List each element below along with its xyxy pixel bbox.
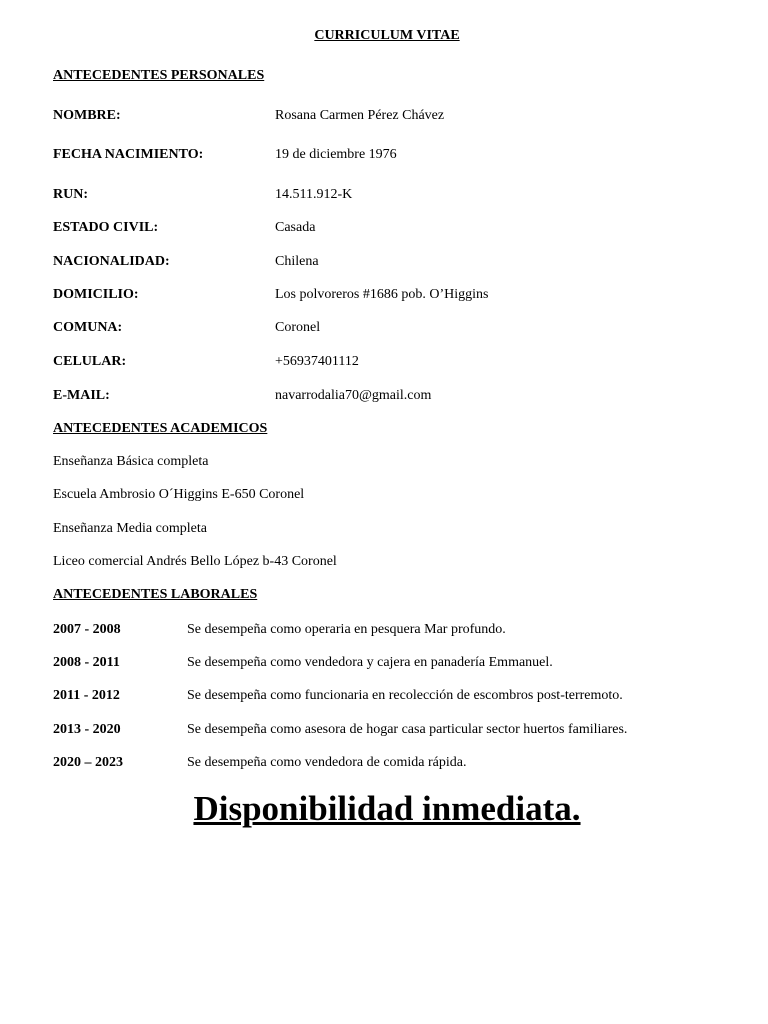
- label-celular: CELULAR:: [53, 354, 127, 369]
- work-description: Se desempeña como vendedora de comida rápida.: [187, 755, 467, 770]
- work-description: Se desempeña como operaria en pesquera Mar profundo.: [187, 622, 506, 637]
- work-description: Se desempeña como funcionaria en recolección de escombros post-terremoto.: [187, 688, 623, 703]
- academic-item: Enseñanza Media completa: [53, 521, 207, 536]
- work-years: 2007 - 2008: [53, 622, 121, 637]
- value-celular: +56937401112: [275, 354, 359, 369]
- value-nombre: Rosana Carmen Pérez Chávez: [275, 108, 445, 123]
- value-comuna: Coronel: [275, 320, 321, 335]
- section-heading-academic: ANTECEDENTES ACADEMICOS: [53, 421, 268, 436]
- document-title: CURRICULUM VITAE: [314, 28, 460, 43]
- label-run: RUN:: [53, 187, 88, 202]
- value-run: 14.511.912-K: [275, 187, 353, 202]
- section-heading-personal: ANTECEDENTES PERSONALES: [53, 68, 265, 83]
- label-fecha-nacimiento: FECHA NACIMIENTO:: [53, 147, 204, 162]
- work-years: 2013 - 2020: [53, 722, 121, 737]
- label-nombre: NOMBRE:: [53, 108, 121, 123]
- work-years: 2011 - 2012: [53, 688, 120, 703]
- work-years: 2020 – 2023: [53, 755, 123, 770]
- value-estado-civil: Casada: [275, 220, 316, 235]
- value-domicilio: Los polvoreros #1686 pob. O’Higgins: [275, 287, 489, 302]
- label-estado-civil: ESTADO CIVIL:: [53, 220, 159, 235]
- label-nacionalidad: NACIONALIDAD:: [53, 254, 170, 269]
- value-email: navarrodalia70@gmail.com: [275, 388, 432, 403]
- label-domicilio: DOMICILIO:: [53, 287, 139, 302]
- work-description: Se desempeña como asesora de hogar casa particular sector huertos familiares.: [187, 722, 628, 737]
- academic-item: Liceo comercial Andrés Bello López b-43 Coronel: [53, 554, 337, 569]
- label-email: E-MAIL:: [53, 388, 110, 403]
- work-description: Se desempeña como vendedora y cajera en panadería Emmanuel.: [187, 655, 553, 670]
- value-fecha-nacimiento: 19 de diciembre 1976: [275, 147, 397, 162]
- label-comuna: COMUNA:: [53, 320, 123, 335]
- academic-item: Escuela Ambrosio O´Higgins E-650 Coronel: [53, 487, 305, 502]
- work-years: 2008 - 2011: [53, 655, 120, 670]
- availability-statement: Disponibilidad inmediata.: [193, 789, 581, 828]
- section-heading-work: ANTECEDENTES LABORALES: [53, 587, 258, 602]
- value-nacionalidad: Chilena: [275, 254, 319, 269]
- academic-item: Enseñanza Básica completa: [53, 454, 209, 469]
